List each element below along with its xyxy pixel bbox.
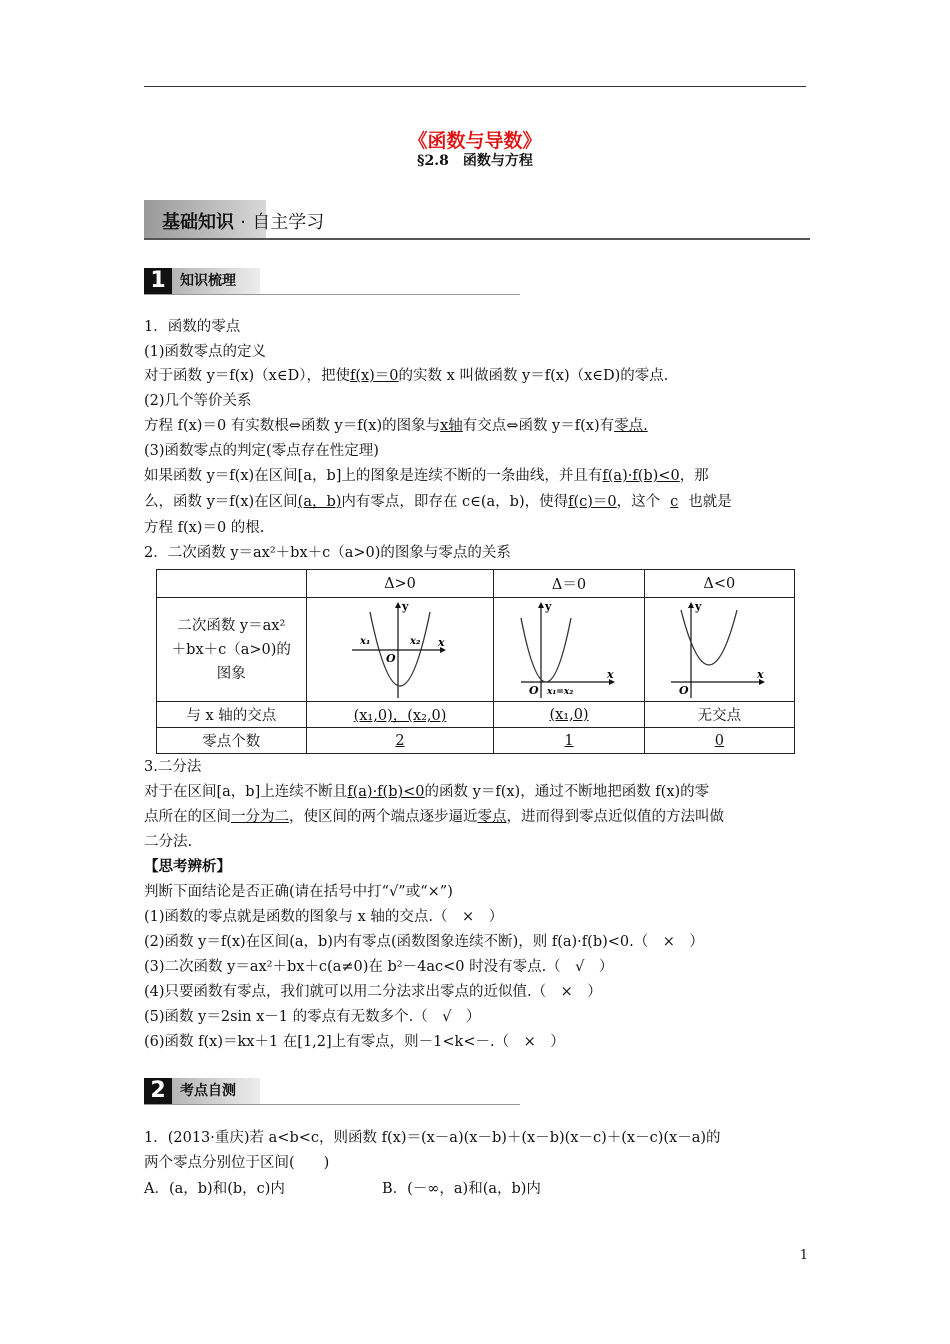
table-cell: Δ>0: [306, 570, 494, 598]
section-number: 1: [144, 268, 172, 294]
banner-text: [162, 208, 324, 234]
label-x2: x₂: [409, 635, 421, 647]
table-cell: 1: [494, 728, 644, 754]
table-cell: 2: [306, 728, 494, 754]
banner-light: 自主学习: [252, 212, 325, 233]
table-row: [157, 702, 795, 728]
text-line: (4)只要函数有零点，我们就可以用二分法求出零点的近似值.（ × ）: [144, 984, 602, 1000]
text-line: 两个零点分别位于区间( ): [144, 1155, 330, 1171]
text-line: 方程 f(x)＝0 有实数根⇔函数 y＝f(x)的图象与x轴有交点⇔函数 y＝f(x)有零点.: [144, 418, 648, 434]
table-cell: 二次函数 y＝ax² ＋bx＋c（a>0)的 图象: [157, 598, 307, 702]
quadratic-table: [156, 569, 795, 754]
text-line: 1．(2013·重庆)若 a<b<c，则函数 f(x)＝(x－a)(x－b)＋(x－b)(x－c)＋(x－c)(x－a)的: [144, 1130, 721, 1146]
table-cell: [306, 598, 494, 702]
y-arrow: [395, 602, 401, 608]
parabola: [681, 610, 737, 665]
banner-bold: 基础知识: [162, 212, 234, 233]
table-row: [157, 570, 795, 598]
graph-delta-negative: [669, 600, 769, 700]
text-line: 如果函数 y＝f(x)在区间[a，b]上的图象是连续不断的一条曲线，并且有f(a)·f(b)<0，那: [144, 468, 709, 484]
text-line: 对于函数 y＝f(x)（x∈D），把使f(x)＝0的实数 x 叫做函数 y＝f(x)（x∈D)的零点.: [144, 368, 669, 384]
label-y: y: [545, 599, 552, 613]
text-line: (2)函数 y＝f(x)在区间(a，b)内有零点(函数图象连续不断)，则 f(a)·f(b)<0.（ × ）: [144, 934, 704, 950]
table-row: [157, 728, 795, 754]
label-x1x2: x₁=x₂: [547, 686, 574, 697]
parabola: [370, 612, 430, 686]
y-arrow: [688, 602, 694, 608]
table-cell: [157, 570, 307, 598]
text-line: 【思考辨析】: [144, 858, 231, 875]
page-number: 1: [799, 1248, 808, 1263]
text-line: 点所在的区间一分为二，使区间的两个端点逐步逼近零点，进而得到零点近似值的方法叫做: [144, 809, 724, 825]
label-origin: O: [529, 683, 539, 697]
section-banner: [144, 200, 810, 240]
parabola: [521, 618, 571, 682]
text-line: (3)二次函数 y＝ax²＋bx＋c(a≠0)在 b²－4ac<0 时没有零点.（ √ ）: [144, 959, 614, 975]
table-cell: 0: [644, 728, 794, 754]
label-x: x: [437, 635, 445, 649]
text-line: 二分法.: [144, 834, 193, 850]
label-origin: O: [679, 683, 689, 697]
graph-delta-zero: [519, 600, 619, 700]
text-line: 对于在区间[a，b]上连续不断且f(a)·f(b)<0的函数 y＝f(x)，通过不断地把函数 f(x)的零: [144, 784, 710, 800]
option-a: A．(a，b)和(b，c)内: [144, 1181, 285, 1197]
page-subtitle: §2.8 函数与方程: [417, 153, 533, 169]
section-heading-1: [144, 268, 520, 295]
banner-dot: ·: [240, 212, 247, 233]
text-line: 方程 f(x)＝0 的根.: [144, 520, 265, 536]
table-cell: [494, 598, 644, 702]
table-row: [157, 598, 795, 702]
table-cell: [644, 598, 794, 702]
text-line: 判断下面结论是否正确(请在括号中打“√”或“×”): [144, 884, 453, 900]
section-label: 考点自测: [172, 1078, 260, 1104]
table-cell: 无交点: [644, 702, 794, 728]
section-number: 2: [144, 1078, 172, 1104]
table-cell: (x₁,0)，(x₂,0): [306, 702, 494, 728]
label-y: y: [401, 599, 409, 613]
table-cell: 与 x 轴的交点: [157, 702, 307, 728]
label-x: x: [757, 667, 764, 681]
section-label: 知识梳理: [172, 268, 260, 294]
text-line: (1)函数的零点就是函数的图象与 x 轴的交点.（ × ）: [144, 909, 504, 925]
graph-delta-positive: [350, 600, 450, 700]
label-x: x: [607, 667, 614, 681]
label-x1: x₁: [359, 635, 371, 647]
text-line: 2．二次函数 y＝ax²＋bx＋c（a>0)的图象与零点的关系: [144, 545, 511, 561]
text-line: 1．函数的零点: [144, 319, 241, 335]
text-line: (2)几个等价关系: [144, 393, 252, 409]
top-rule: [144, 86, 806, 87]
text-line: (5)函数 y＝2sin x－1 的零点有无数多个.（ √ ）: [144, 1009, 481, 1025]
label-origin: O: [385, 651, 396, 665]
option-b: B．(－∞，a)和(a，b)内: [382, 1181, 541, 1197]
page-title: 《函数与导数》: [408, 130, 542, 152]
text-line: 3.二分法: [144, 759, 202, 775]
text-line: 么，函数 y＝f(x)在区间(a，b)内有零点，即存在 c∈(a，b)，使得f(c)＝0，这个 c 也就是: [144, 494, 732, 510]
y-arrow: [538, 602, 544, 608]
table-cell: Δ＝0: [494, 570, 644, 598]
table-cell: Δ<0: [644, 570, 794, 598]
table-cell: (x₁,0): [494, 702, 644, 728]
label-y: y: [695, 599, 702, 613]
table-cell: 零点个数: [157, 728, 307, 754]
text-line: (3)函数零点的判定(零点存在性定理): [144, 443, 379, 459]
section-heading-2: [144, 1078, 520, 1105]
text-line: (6)函数 f(x)＝kx＋1 在[1,2]上有零点，则－1<k<－.（ × ）: [144, 1034, 565, 1050]
text-line: (1)函数零点的定义: [144, 344, 267, 360]
